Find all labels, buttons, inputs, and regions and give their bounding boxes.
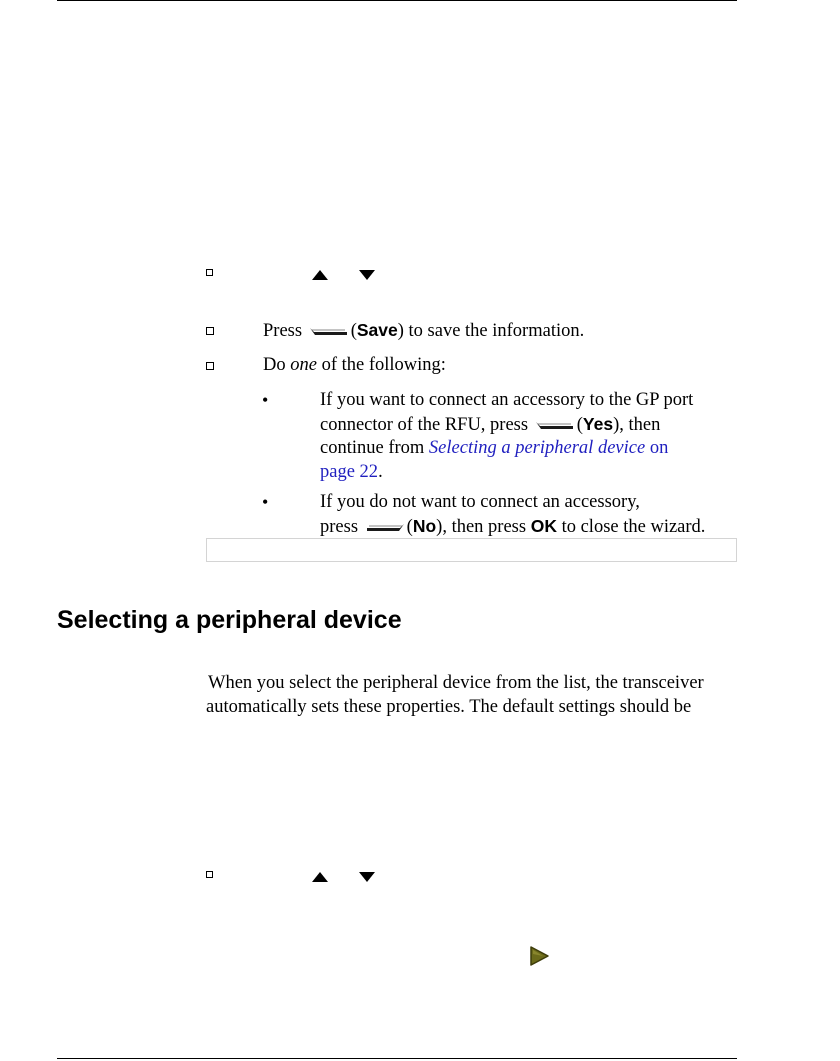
play-arrow-icon bbox=[528, 945, 550, 967]
left-softkey-icon bbox=[309, 324, 349, 338]
section-title: Selecting a peripheral device bbox=[57, 606, 402, 634]
step-save: Press (Save) to save the information. bbox=[263, 320, 585, 341]
key-yes-label: Yes bbox=[582, 414, 614, 434]
option-connect-line3: continue from Selecting a peripheral device on bbox=[320, 438, 669, 458]
up-arrow-key-icon bbox=[312, 872, 328, 882]
down-arrow-key-icon bbox=[359, 872, 375, 882]
note-box bbox=[206, 538, 737, 562]
key-no-label: No bbox=[412, 516, 437, 536]
down-arrow-key-icon bbox=[359, 270, 375, 280]
option-skip-line2: press (No), then press OK to close the wizard. bbox=[320, 516, 706, 537]
step-bullet bbox=[206, 269, 213, 276]
option-bullet: • bbox=[262, 492, 269, 512]
page-link[interactable]: page 22 bbox=[320, 462, 379, 482]
option-connect-line2: connector of the RFU, press (Yes), then bbox=[320, 414, 661, 435]
footer-rule bbox=[57, 1058, 737, 1059]
up-arrow-key-icon bbox=[312, 270, 328, 280]
section-paragraph-line2: automatically sets these properties. The default settings should be bbox=[206, 697, 692, 717]
step-bullet bbox=[206, 327, 214, 335]
step-bullet bbox=[206, 871, 213, 878]
option-bullet: • bbox=[262, 390, 269, 410]
right-softkey-icon bbox=[365, 520, 405, 534]
option-skip-line1: If you do not want to connect an accessory, bbox=[320, 492, 640, 512]
key-save-label: Save bbox=[356, 320, 398, 340]
section-paragraph-line1: When you select the peripheral device from the list, the transceiver bbox=[208, 673, 704, 693]
step-choose: Do one of the following: bbox=[263, 355, 446, 375]
header-rule bbox=[57, 0, 737, 1]
option-connect-line1: If you want to connect an accessory to the GP port bbox=[320, 390, 694, 410]
step-bullet bbox=[206, 362, 214, 370]
option-connect-line4: page 22. bbox=[320, 462, 383, 482]
key-ok-label: OK bbox=[530, 516, 557, 536]
left-softkey-icon bbox=[535, 418, 575, 432]
selecting-peripheral-link[interactable]: Selecting a peripheral device bbox=[428, 438, 646, 458]
